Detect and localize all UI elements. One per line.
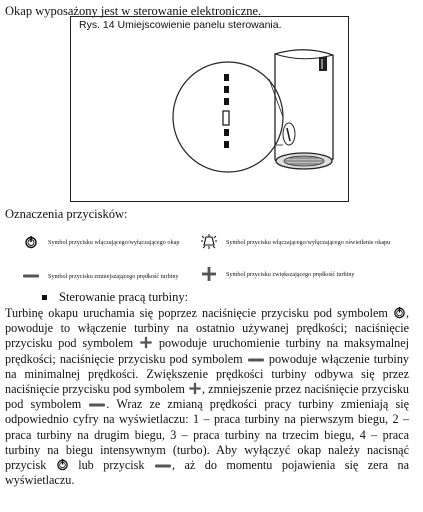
plus-icon [188, 382, 202, 395]
hood-cylinder [275, 50, 333, 169]
buttons-heading: Oznaczenia przycisków: [5, 207, 128, 221]
plus-icon [139, 336, 153, 349]
minus-icon [154, 461, 172, 471]
figure-caption: Rys. 14 Umiejscowienie panelu sterowania. [79, 19, 282, 31]
magnified-panel-detail [173, 62, 283, 172]
power-icon [56, 458, 69, 471]
power-icon [393, 306, 406, 319]
body-text-7: lub przycisk [78, 458, 145, 473]
body-text-4: powoduje włączenie turbiny na minimalnej prędkości. Zwiększenie prędkości turbiny odbywa się przez naciśnięcie przycisku pod symbolem [5, 351, 410, 397]
body-text-2: , powoduje to włączenie turbiny na ostatnio używanej prędkości; naciśnięcie przycisku pod symbolem [5, 306, 410, 351]
plus-icon [200, 266, 218, 282]
lamp-icon [200, 234, 218, 250]
body-text-8: , aż do momentu pojawienia się zera na wyświetlaczu. [5, 458, 409, 488]
legend-plus [200, 266, 355, 282]
control-panel-illustration [71, 17, 350, 203]
bullet [42, 295, 47, 300]
body-text-5: , zmniejszenie przez naciśnięcie przycisku pod symbolem [5, 382, 410, 412]
minus-icon [22, 268, 40, 284]
figure-frame [70, 16, 349, 202]
minus-icon [247, 355, 265, 365]
body-text-3: powoduje uruchomienie turbiny na maksymalnej prędkości; naciśnięcie przycisku pod symbolem [5, 336, 410, 366]
minus-icon [88, 400, 106, 410]
section-heading-text: Sterowanie pracą turbiny: [59, 290, 189, 304]
body-text-1: Turbinę okapu uruchamia się poprzez naciśnięcie przycisku pod symbolem [5, 306, 388, 320]
legend-light [200, 234, 390, 250]
body-text-6: . Wraz ze zmianą prędkości pracy turbiny zmieniają się odpowiednio cyfry na wyświetlaczu: 1 – praca turbiny na pierwszym biegu, 2 – praca turbiny na drugim biegu, 3 – praca turbiny na trzecim biegu, 4 – praca turbiny na biegu intensywnym (turbo). Aby wyłączyć okap należy nacisnąć przycisk [5, 397, 410, 473]
legend-power [22, 234, 179, 250]
body-paragraph [5, 306, 409, 488]
power-icon [22, 234, 40, 250]
section-heading [42, 290, 188, 305]
intro-text: Okap wyposażony jest w sterowanie elektroniczne. [5, 4, 262, 18]
legend-power-text: Symbol przycisku włączającego/wyłączającego okap [48, 238, 180, 246]
leader-line-top [269, 79, 283, 117]
legend-plus-text: Symbol przycisku zwiększającego prędkość turbiny [226, 270, 355, 278]
legend-minus-text: Symbol przycisku zmniejszającego prędkość turbiny [48, 272, 179, 280]
legend-light-text: Symbol przycisku włączającego/wyłączającego oświetlenie okapu [226, 238, 391, 246]
legend-minus [22, 268, 179, 284]
